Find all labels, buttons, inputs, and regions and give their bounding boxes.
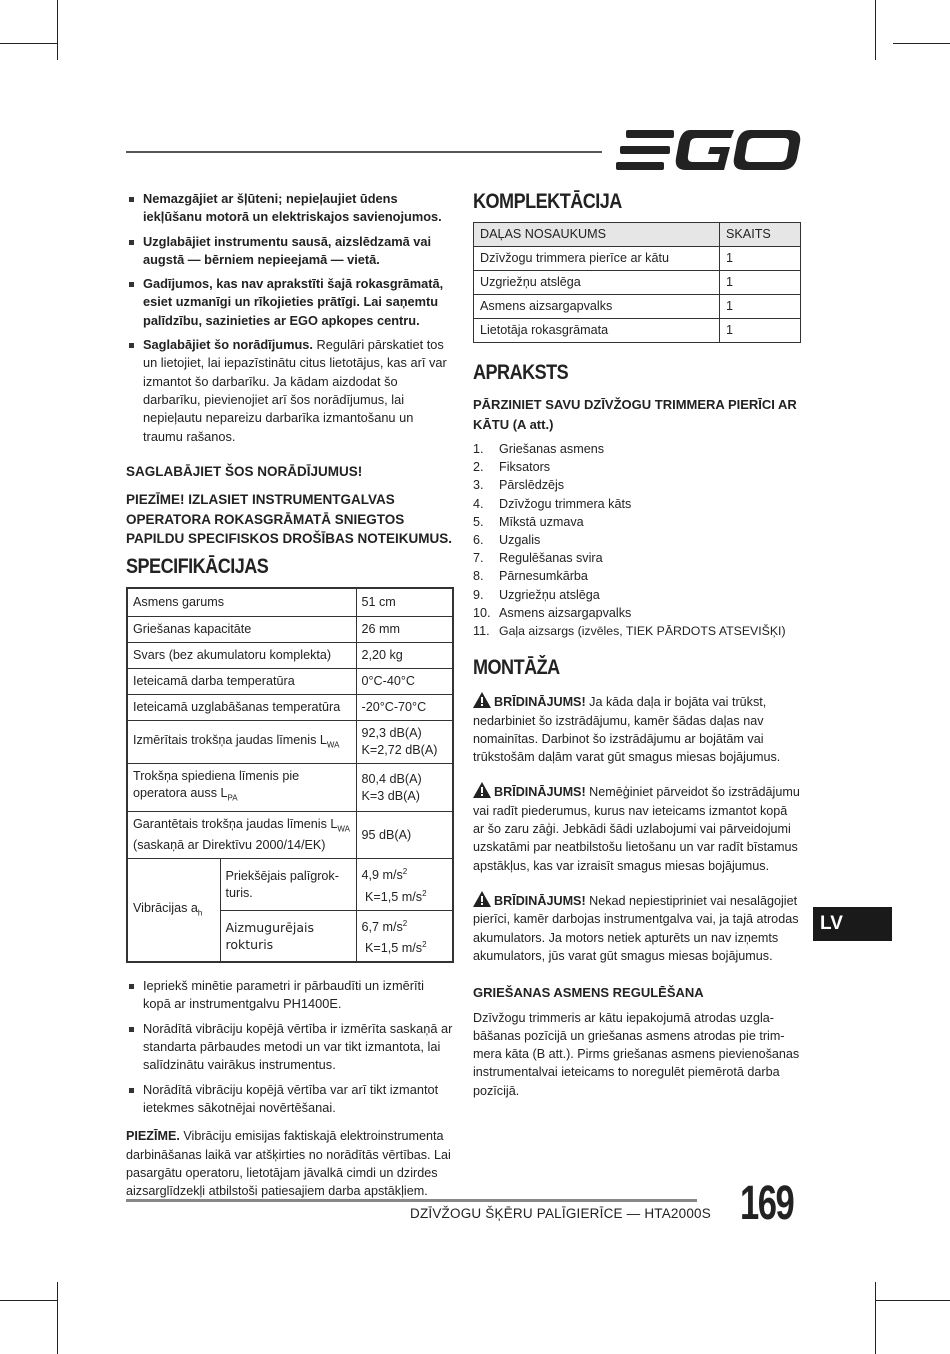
list-item: Nemazgājiet ar šļūteni; nepieļaujiet ūdens iekļūšanu motorā un elektriskajos savienojumos. [126,190,454,227]
crop-mark [0,1300,57,1301]
table-row: Uzgriežņu atslēga 1 [474,271,801,295]
crop-mark [893,43,950,44]
desc-title: APRAKSTS [473,361,569,384]
page-number: 169 [740,1177,794,1230]
list-item: Norādītā vibrāciju kopējā vērtība var arī tikt izmantot ietekmes sākotnējai novērtēšanai. [126,1081,454,1118]
table-row: Svars (bez akumulatoru komplekta) 2,20 kg [127,643,453,669]
list-item: Uzglabājiet instrumentu sausā, aizslēdzamā vai augstā — bērniem nepieejamā — vietā. [126,233,454,270]
table-row: Griešanas kapacitāte 26 mm [127,617,453,643]
adjust-text: Dzīvžogu trimmeris ar kātu iepakojumā atrodas uzgla-bāšanas pozīcijā un griešanas asmens atrodas pie trim-mera kāta (B att.). Pirms griešanas asmens pievienošanas instrumentalvai ieteicams to noregulēt piemērotā darba pozīcijā. [473,1010,800,1098]
list-item: Norādītā vibrāciju kopējā vērtība ir izmērīta saskaņā ar standarta pārbaudes metodi un var tikt izmantota, lai salīdzinātu vairākus instrumentus. [126,1020,454,1075]
table-row: Ieteicamā uzglabāšanas temperatūra -20°C-70°C [127,695,453,721]
language-tab: LV [813,907,892,941]
list-item: 5. Mīkstā uzmava [473,514,584,529]
spec-table [126,587,454,963]
warning-3: BRĪDINĀJUMS! Nekad nepiestipriniet vai nesalāgojiet pierīci, kamēr darbojas instrumentgalva vai, ja tajā atrodas akumulators. Ja motors netiek apturēts un nav izņemts akumulators, jūs varat gūt smagus miesas bojājumus. [473,891,801,965]
assembly-title: MONTĀŽA [473,656,560,680]
vibration-note: PIEZĪME. Vibrāciju emisijas faktiskajā elektroinstrumenta darbināšanas laikā var atšķirties no norādītās vērtības. Lai pasargātu operatoru, lietotājam jāvalkā cimdi un dzirdes aizsarglīdzekļi atbilstoši patiesajiem darba apstākļiem. [126,1129,451,1199]
crop-mark [875,0,876,60]
desc-subtitle: PĀRZINIET SAVU DZĪVŽOGU TRIMMERA PIERĪCI AR KĀTU (A att.) [473,397,797,432]
list-item: 2. Fiksators [473,460,551,475]
list-item: 4. Dzīvžogu trimmera kāts [473,496,632,511]
list-item: Iepriekš minētie parametri ir pārbaudīti un izmērīti kopā ar instrumentgalvu PH1400E. [126,977,454,1014]
table-row: Dzīvžogu trimmera pierīce ar kātu 1 [474,247,801,271]
list-item: Gadījumos, kas nav aprakstīti šajā rokasgrāmatā, esiet uzmanīgi un rīkojieties prātīgi. Lai saņemtu palīdzību, sazinieties ar EGO apkopes centru. [126,275,454,330]
list-item: 8. Pārnesumkārba [473,569,588,584]
warning-2: BRĪDINĀJUMS! Nemēģiniet pārveidot šo izstrādājumu vai radīt piederumus, kurus nav ieteicams izmantot kopā ar šo zaru zāģi. Jebkādi šādi uzlabojumi vai pārveidojumi uzskatāmi par neatbilstošu lietošanu un var radīt bīstamus apstākļus, kas var izraisīt smagus miesas bojājumus. [473,782,801,874]
table-row: Lietotāja rokasgrāmata 1 [474,319,801,343]
table-row: Garantētais trokšņa jaudas līmenis $L_{WA}$ (saskaņā ar Direktīvu 2000/14/EK) 95 dB(A) [127,811,453,859]
table-header: DAĻAS NOSAUKUMS SKAITS [474,223,801,247]
list-item: 11. Gaļa aizsargs (izvēles, TIEK PĀRDOTS ATSEVIŠĶI) [473,624,786,639]
warning-icon [473,891,491,907]
adjust-title: GRIEŠANAS ASMENS REGULĒŠANA [473,985,704,1001]
spec-title: SPECIFIKĀCIJAS [126,554,269,578]
footer-title: DZĪVŽOGU ŠĶĒRU PALĪGIERĪCE — HTA2000S [410,1206,711,1221]
warning-icon [473,782,491,798]
operator-note: PIEZĪME! IZLASIET INSTRUMENTGALVAS OPERATORA ROKASGRĀMATĀ SNIEGTOS PAPILDU SPECIFISKOS DROŠĪBAS NOTEIKUMUS. [126,492,453,547]
table-row: Izmērītais trokšņa jaudas līmenis $L_{WA}$ 92,3 dB(A) K=2,72 dB(A) [127,721,453,764]
list-item: 6. Uzgalis [473,533,541,548]
list-item: 7. Regulēšanas svira [473,551,603,566]
list-item: Saglabājiet šo norādījumus. Regulāri pārskatiet tos un lietojiet, lai iepazīstinātu citus lietotājus, kas arī var izmantot šo darbarīku. Ja kādam aizdodat šo darbarīku, pievienojiet arī šos norādījumus, lai nepieļautu nepareizu darbarīka izmantošanu un traumu rašanos. [126,336,454,446]
table-row: Vibrācijas $a_h$ Priekšējais palīgrok-turis. 4,9 $m/s^2$ K=1,5 $m/s^2$ [127,859,453,910]
safety-list [126,190,454,446]
list-item: 9. Uzgriežņu atslēga [473,587,600,602]
table-row: Trokšņa spiediena līmenis pie operatora auss $L_{PA}$ 80,4 dB(A) K=3 dB(A) [127,764,453,812]
table-row: Asmens garums 51 cm [127,588,453,617]
list-item: 10. Asmens aizsargapvalks [473,605,632,620]
right-column [473,190,801,1100]
kit-table [473,222,801,343]
table-row: Asmens aizsargapvalks 1 [474,295,801,319]
table-row: Ieteicamā darba temperatūra 0°C-40°C [127,669,453,695]
crop-mark [57,1282,58,1354]
warning-icon [473,692,491,708]
vibration-notes [126,977,454,1117]
kit-title: KOMPLEKTĀCIJA [473,190,622,213]
warning-1: BRĪDINĀJUMS! Ja kāda daļa ir bojāta vai trūkst, nedarbiniet šo izstrādājumu, kamēr šādas daļas nav nomainītas. Darbinot šo izstrādājumu ar bojātām vai trūkstošām daļām varat gūt smagus miesas bojājumus. [473,692,801,766]
ego-logo [616,126,802,174]
save-instructions: SAGLABĀJIET ŠOS NORĀDĪJUMUS! [126,463,363,479]
list-item: 3. Pārslēdzējs [473,478,565,493]
footer-rule [126,1199,697,1202]
parts-list [473,440,801,640]
list-item: 1. Griešanas asmens [473,442,604,456]
left-column [126,190,454,1200]
crop-mark [875,1300,950,1301]
header-rule [126,151,602,153]
crop-mark [0,43,57,44]
table-row: Aizmugurējais rokturis 6,7 $m/s^2$ K=1,5 $m/s^2$ [127,910,453,962]
crop-mark [57,0,58,60]
crop-mark [875,1282,876,1354]
